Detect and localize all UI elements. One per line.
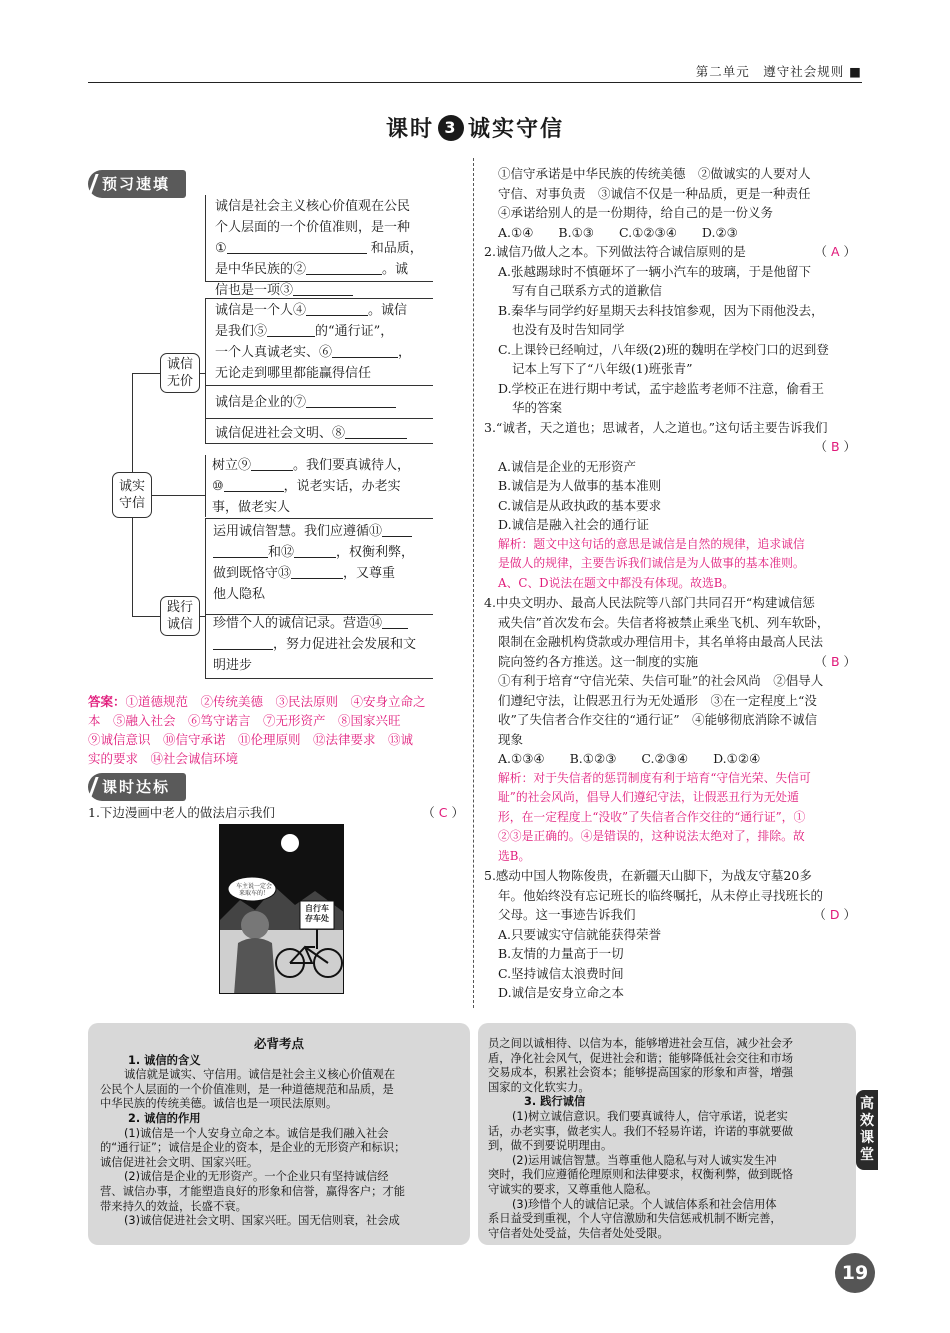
box-line: 突时，我们应遵循伦理原则和法律要求，权衡利弊，做到既恪	[488, 1168, 794, 1182]
option-line[interactable]: A.诚信是企业的无形资产	[498, 458, 637, 474]
lesson-number-badge: 3	[438, 115, 464, 141]
mm-text: 诚信是一个人④	[215, 303, 307, 318]
header-rule	[88, 82, 862, 83]
mm-text: 是中华民族的②	[215, 262, 307, 277]
answers-line: ⑨诚信意识 ⑩信守承诺 ⑪伦理原则 ⑫法律要求 ⑬诚	[88, 732, 414, 747]
box-line: 的“通行证”；诚信是企业的资本，是企业的无形资产和标识；	[100, 1141, 406, 1155]
option-line: 现象	[498, 731, 524, 747]
answer-bracket: （ C ）	[422, 805, 464, 820]
answer-bracket: （ B ）	[814, 653, 856, 669]
option-line[interactable]: C.诚信是从政执政的基本要求	[498, 497, 662, 513]
mm-text: 诚信是企业的⑦	[215, 395, 307, 410]
cartoon-image	[219, 824, 344, 994]
mm-text: 和⑫	[268, 545, 295, 560]
question-stem: 院向签约各方推送。这一制度的实施	[498, 653, 699, 669]
option-line: 华的答案	[512, 400, 563, 415]
blank-3[interactable]	[293, 282, 353, 296]
box-line: 守信者处处受益，失信者处处受限。	[488, 1226, 669, 1240]
right-column	[484, 164, 860, 1003]
option-line[interactable]: C.坚持诚信太浪费时间	[498, 965, 624, 981]
mm-text: 运用诚信智慧。我们应遵循⑪	[213, 524, 383, 539]
box-line: (1)诚信是一个人安身立命之本。诚信是我们融入社会	[124, 1126, 389, 1140]
mm-text: ，说老实话，办老实	[283, 479, 401, 494]
cartoon-bubble: 车主说一定会来取车的！	[235, 883, 272, 897]
section-pill-preview: 预习速填	[88, 170, 186, 198]
box-line: 员之间以诚相待、以信为本，能够增进社会互信，减少社会矛	[488, 1037, 794, 1050]
answer-bracket: （ B ）	[814, 439, 856, 454]
mm-text: 明进步	[213, 658, 253, 673]
question-stem: 戒失信”首次发布会。失信者将被禁止乘坐飞机、列车软卧，	[498, 614, 830, 630]
box-line: 1. 诚信的含义	[128, 1053, 201, 1067]
connector	[132, 373, 133, 473]
option-line[interactable]: D.学校正在进行期中考试，孟宇趁监考老师不注意，偷看王	[498, 380, 825, 396]
answers-line: 实的要求 ⑭社会诚信环境	[88, 751, 239, 766]
mindmap-branch-2: 践行诚信	[160, 596, 200, 636]
analysis-line: 是做人的规律，主要告诉我们诚信是为人做事的基本准则。	[498, 556, 805, 570]
option-line[interactable]: C.上课铃已经响过，八年级(2)班的魏明在学校门口的迟到登	[498, 341, 829, 357]
option-line[interactable]: D.诚信是融入社会的通行证	[498, 517, 650, 532]
connector	[205, 518, 206, 678]
option-line[interactable]: B.友情的力量高于一切	[498, 946, 624, 961]
option-line[interactable]: D.诚信是安身立命之本	[498, 985, 625, 1000]
option-line[interactable]: B.秦华与同学约好星期天去科技馆参观，因为下雨他没去，	[498, 302, 824, 318]
box-line: (3)珍惜个人的诚信记录。个人诚信体系和社会信用体	[512, 1197, 777, 1211]
mindmap-branch-2-text	[213, 521, 441, 676]
box-line: 3. 践行诚信	[524, 1095, 586, 1109]
question-stem: 3.“诚者，天之道也；思诚者，人之道也。”这句话主要告诉我们	[484, 419, 828, 435]
box-line: (2)运用诚信智慧。当尊重他人隐私与对人诚实发生冲	[512, 1153, 777, 1167]
question-5	[484, 866, 860, 925]
running-header: 第二单元 遵守社会规则 ■	[695, 64, 862, 79]
box-line: 话，办老实事，做老实人。我们不轻易许诺，许诺的事就要做	[488, 1124, 794, 1138]
blank-14[interactable]	[382, 615, 408, 629]
option-line: 也没有及时告知同学	[512, 322, 625, 337]
answer-bracket: （ D ）	[813, 907, 856, 922]
mm-text: ，	[398, 345, 412, 360]
answer-key: A	[830, 244, 840, 259]
analysis-line: ②③是正确的。④是错误的，这种说法太绝对了，排除。故	[498, 829, 805, 843]
blank-9[interactable]	[251, 457, 293, 471]
connector	[205, 195, 206, 281]
side-tab	[856, 1090, 878, 1170]
blank-10[interactable]	[224, 478, 284, 492]
mm-text: 。诚信	[368, 303, 408, 318]
blank-11-cont[interactable]	[213, 544, 268, 558]
option-line[interactable]: A.①③④ B.①②③ C.②③④ D.①②④	[498, 751, 761, 766]
connector	[200, 616, 205, 617]
mm-text: 事，做老实人	[212, 500, 291, 515]
blank-8[interactable]	[345, 425, 407, 439]
box-line: 系日益受到重视，个人守信激励和失信惩戒机制不断完善，	[488, 1212, 782, 1226]
question-stem: 2.诚信乃做人之本。下列做法符合诚信原则的是	[484, 244, 746, 259]
question-stem: 年。他始终没有忘记班长的临终嘱托，从未停止寻找班长的	[498, 887, 824, 903]
question-3	[484, 418, 860, 457]
key-points-left-text	[88, 1023, 470, 1229]
mm-text: 无论走到哪里都能赢得信任	[215, 366, 372, 381]
box-line: 盾，净化社会风气，促进社会和谐；能够降低社会交往和市场	[488, 1051, 794, 1065]
mm-text: ，权衡利弊，	[336, 545, 415, 560]
option-line[interactable]: A.只要诚实守信就能获得荣誉	[498, 926, 662, 942]
box-line: (3)诚信促进社会文明、国家兴旺。国无信则衰，社会成	[124, 1214, 400, 1228]
page-number: 19	[835, 1253, 875, 1293]
mindmap-branch-1: 诚信无价	[160, 353, 200, 393]
question-stem: 5.感动中国人物陈俊贵，在新疆天山脚下，为战友守墓20多	[484, 868, 812, 883]
key-points-box-right	[478, 1023, 856, 1245]
mm-text: 的“通行证”，	[315, 324, 394, 339]
question-1	[88, 803, 468, 823]
option-line: 记本上写下了“八年级(1)班张青”	[512, 361, 693, 376]
box-line: 带来持久的效益，长盛不衰。	[100, 1199, 247, 1213]
analysis-line: 解析：题文中这句话的意思是诚信是自然的规律，追求诚信	[498, 536, 805, 551]
mm-text: 做到既恪守⑬	[213, 566, 292, 581]
connector	[205, 518, 433, 519]
title-prefix: 课时	[385, 117, 434, 142]
box-line: 营、诚信办事，才能塑造良好的形象和信誉，赢得客户；才能	[100, 1184, 406, 1198]
question-stem: 父母。这一事迹告诉我们	[498, 907, 636, 922]
mm-text: 信也是一项③	[215, 283, 294, 298]
lesson-title	[0, 112, 950, 143]
analysis-line: 解析：对于失信者的惩罚制度有利于培育“守信光荣、失信可	[498, 770, 811, 785]
option-line: 们遵纪守法，让假恶丑行为无处遁形 ③在一定程度上“没	[498, 692, 817, 708]
blank-13[interactable]	[291, 565, 343, 579]
question-stem: 限制在金融机构贷款或办理信用卡，其名单将由最高人民法	[498, 634, 824, 649]
answer-key: B	[830, 439, 840, 454]
mm-text: ，又尊重	[343, 566, 396, 581]
blank-4[interactable]	[306, 302, 368, 316]
box-line: 诚信促进社会文明、国家兴旺。	[100, 1155, 259, 1169]
mm-text: 诚信是社会主义核心价值观在公民	[215, 199, 411, 214]
option-line[interactable]: A.张越踢球时不慎砸坏了一辆小汽车的玻璃，于是他留下	[498, 263, 812, 279]
mm-text: ，努力促进社会发展和文	[273, 637, 417, 652]
analysis-line: 选B。	[498, 848, 531, 863]
option-line: 写有自己联系方式的道歉信	[512, 283, 663, 298]
box-line: 诚信就是诚实、守信用。诚信是社会主义核心价值观在	[124, 1068, 396, 1082]
key-points-right-text	[478, 1023, 856, 1241]
connector	[132, 616, 160, 617]
option-line: 收”了失信者合作交往的“通行证” ④能够彻底消除不诚信	[498, 712, 818, 727]
mm-text: ①	[215, 241, 227, 256]
option-line: 守信、对事负责 ③诚信不仅是一种品质，更是一种责任	[498, 185, 811, 201]
analysis-line: 耻”的社会风尚，倡导人们遵纪守法，让假恶丑行为无处遁	[498, 790, 799, 804]
option-line: ④承诺给别人的是一份期待，给自己的是一份义务	[498, 205, 774, 220]
answer-key: D	[829, 907, 840, 922]
answers-label: 答案：	[88, 694, 126, 709]
box-line: 守诚实的要求，又尊重他人隐私。	[488, 1182, 658, 1196]
box-line: 到，做不到要说明理由。	[488, 1139, 613, 1153]
answers-block	[88, 692, 468, 768]
mindmap-branch-1-text	[215, 300, 440, 444]
answer-key: C	[438, 805, 448, 820]
mm-text: 他人隐私	[213, 587, 266, 602]
box-line: 中华民族的传统美德。诚信也是一项民法原则。	[100, 1097, 338, 1111]
answers-line: ①道德规范 ②传统美德 ③民法原则 ④安身立命之	[125, 694, 426, 709]
mindmap-top-text	[215, 196, 435, 301]
mm-text: 个人层面的一个价值准则，是一种	[215, 220, 411, 235]
option-line[interactable]: A.①④ B.①③ C.①②③④ D.②③	[498, 224, 738, 240]
mm-text: 一个人真诚老实、⑥	[215, 345, 333, 360]
analysis-line: 形，在一定程度上“没收”了失信者合作交往的“通行证”，①	[498, 809, 806, 824]
blank-2[interactable]	[306, 261, 382, 275]
analysis-line: A、C、D说法在题文中都没有体现。故选B。	[498, 575, 735, 590]
answers-line: 本 ⑤融入社会 ⑥笃守诺言 ⑦无形资产 ⑧国家兴旺	[88, 713, 401, 728]
box-line: 2. 诚信的作用	[128, 1111, 201, 1125]
mm-text: 。诚	[382, 262, 409, 277]
connector	[152, 495, 205, 496]
answer-key: B	[830, 653, 840, 669]
blank-14-cont[interactable]	[213, 636, 273, 650]
mm-text: 珍惜个人的诚信记录。营造⑭	[213, 616, 383, 631]
blank-1[interactable]	[227, 240, 367, 254]
connector	[132, 373, 160, 374]
question-stem: 4.中央文明办、最高人民法院等八部门共同召开“构建诚信惩	[484, 595, 815, 610]
mm-text: 诚信促进社会文明、⑧	[215, 426, 346, 441]
option-line: ①信守承诺是中华民族的传统美德 ②做诚实的人要对人	[498, 166, 811, 181]
key-points-box-left	[88, 1023, 470, 1245]
mm-text: 是我们⑤	[215, 324, 268, 339]
blank-12[interactable]	[294, 544, 336, 558]
box-line: 公民个人层面的一个价值准则，是一种道德规范和品质，是	[100, 1082, 394, 1096]
side-tab-text: 高效课堂	[860, 1096, 874, 1163]
connector	[205, 455, 206, 517]
mm-text: 树立⑨	[212, 458, 252, 473]
blank-5[interactable]	[267, 323, 315, 337]
mindmap-mid-text	[212, 455, 437, 518]
connector	[205, 678, 433, 679]
question-stem: 1.下边漫画中老人的做法启示我们	[88, 805, 275, 820]
blank-7[interactable]	[306, 394, 396, 408]
connector	[132, 518, 133, 616]
box-line: 国家的文化软实力。	[488, 1080, 590, 1094]
blank-11[interactable]	[382, 523, 412, 537]
mm-text: 。我们要真诚待人，	[293, 458, 411, 473]
mm-text: 和品质，	[370, 241, 423, 256]
connector	[200, 373, 205, 374]
column-divider	[473, 158, 474, 1008]
mm-text: ⑩	[212, 479, 224, 494]
box-line: 交易成本，积累社会资本；能够提高国家的形象和声誉，增强	[488, 1066, 794, 1080]
blank-6[interactable]	[332, 344, 398, 358]
section-pill-practice: 课时达标	[88, 773, 186, 801]
option-line: ①有利于培育“守信光荣、失信可耻”的社会风尚 ②倡导人	[498, 673, 824, 688]
title-text: 诚实守信	[468, 117, 565, 142]
box-line: (1)树立诚信意识。我们要真诚待人，信守承诺，说老实	[512, 1109, 788, 1123]
key-points-title: 必背考点	[253, 1036, 304, 1051]
mindmap-root: 诚实守信	[112, 472, 152, 518]
cartoon-sign: 自行车存车处	[305, 904, 329, 923]
connector	[205, 298, 206, 443]
option-line[interactable]: B.诚信是为人做事的基本准则	[498, 478, 662, 493]
question-4	[484, 593, 860, 671]
answer-bracket: （ A ）	[814, 244, 856, 259]
question-2	[484, 242, 860, 262]
box-line: (2)诚信是企业的无形资产。一个企业只有坚持诚信经	[124, 1170, 389, 1184]
